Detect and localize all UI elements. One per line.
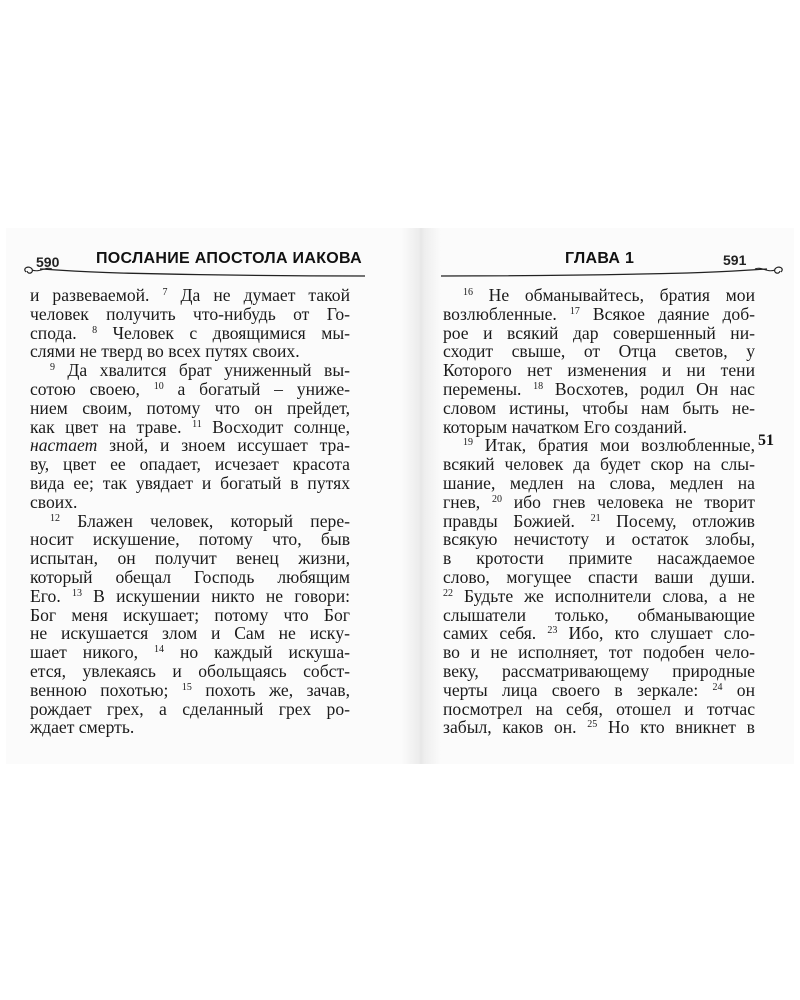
- text-line: [443, 286, 755, 305]
- text-line: [30, 361, 350, 380]
- verse-number: 10: [153, 380, 164, 392]
- text-line: [443, 624, 755, 643]
- text-line: [30, 662, 350, 681]
- text-line: [443, 305, 755, 324]
- text-line: [443, 587, 755, 606]
- text-segment: шание, медлен на слова, медлен на: [443, 472, 755, 493]
- verse-number: 22: [443, 587, 453, 599]
- text-segment: Ибо, кто слушает сло-: [557, 623, 755, 644]
- text-line: [30, 587, 350, 606]
- text-line: [443, 474, 755, 493]
- text-segment: слово, могущее спасти ваши души.: [443, 566, 755, 587]
- text-segment: ждает смерть.: [30, 717, 135, 738]
- text-line: [30, 718, 350, 737]
- text-line: [443, 399, 755, 418]
- verse-number: 18: [533, 380, 544, 392]
- italic-word: настает: [30, 435, 98, 456]
- text-segment: не искушается злом и Сам не искy-: [30, 623, 350, 644]
- text-line: [443, 568, 755, 587]
- text-segment: нием своим, потому что он прейдет,: [30, 397, 350, 418]
- text-segment: правды Божией.: [443, 510, 591, 531]
- text-segment: Да не думает такой: [167, 285, 351, 305]
- left-page: [6, 228, 406, 764]
- margin-verse-reference: 51: [758, 432, 774, 449]
- text-segment: но каждый искуша-: [164, 642, 350, 663]
- right-page-body: [443, 286, 755, 737]
- verse-number: 16: [463, 287, 473, 298]
- verse-number: 17: [569, 305, 580, 317]
- verse-number: 21: [590, 512, 601, 524]
- verse-number: 19: [463, 437, 473, 449]
- text-segment: возлюбленные.: [443, 303, 570, 324]
- text-segment: сотою своею,: [30, 378, 154, 399]
- text-line: [443, 549, 755, 568]
- left-running-head: ПОСЛАНИЕ АПОСТОЛА ИАКОВА: [96, 250, 362, 267]
- text-line: [30, 681, 350, 700]
- text-line: [30, 305, 350, 324]
- text-line: [30, 606, 350, 625]
- text-line: [443, 493, 755, 512]
- text-line: [30, 399, 350, 418]
- text-line: [443, 361, 755, 380]
- text-line: [30, 286, 350, 305]
- text-line: [443, 530, 755, 549]
- text-line: [443, 643, 755, 662]
- text-segment: сходит свыше, от Отца светов, у: [443, 341, 755, 362]
- text-segment: зной, и зноем иссушает тра-: [97, 435, 350, 456]
- text-line: [443, 324, 755, 343]
- text-segment: слышатели только, обманывающие: [443, 604, 755, 625]
- text-line: [30, 342, 350, 361]
- left-page-body: [30, 286, 350, 737]
- text-segment: которым начатком Его созданий.: [443, 416, 688, 437]
- text-line: [30, 624, 350, 643]
- text-segment: Да хвалится брат униженный вы-: [55, 360, 350, 381]
- text-line: [30, 324, 350, 343]
- text-segment: Человек с двоящимися мы-: [97, 322, 351, 343]
- text-segment: слями не тверд во всех путях своих.: [30, 341, 300, 362]
- verse-number: 7: [162, 287, 168, 298]
- text-segment: в кротости примите насаждаемое: [443, 548, 755, 569]
- text-segment: Посему, отложив: [600, 510, 755, 531]
- text-segment: ибо гнев человека не творит: [501, 491, 755, 512]
- text-segment: гнев,: [443, 491, 492, 512]
- book-spread: [6, 228, 794, 764]
- text-line: [443, 700, 755, 719]
- left-header-rule-ornament: [20, 264, 370, 278]
- right-header-rule-ornament: [437, 264, 787, 278]
- text-segment: веку, рассматривающему природные: [443, 660, 755, 681]
- text-line: [443, 512, 755, 531]
- text-line: [443, 662, 755, 681]
- verse-number: 24: [712, 681, 723, 693]
- text-segment: Бог меня искушает; потому что Бог: [30, 604, 350, 625]
- text-segment: Всякое даяние доб-: [579, 303, 756, 324]
- text-segment: посмотрел на себя, отошел и тотчас: [443, 698, 755, 719]
- verse-number: 25: [587, 719, 598, 731]
- right-page-number: 591: [723, 252, 747, 268]
- verse-number: 12: [50, 512, 60, 524]
- text-segment: Восхотев, родил Он нас: [543, 378, 755, 399]
- text-segment: ется, увлекаясь и обольщаясь собст-: [30, 660, 350, 681]
- text-segment: забыл, каков он.: [443, 717, 588, 738]
- text-segment: венною похотью;: [30, 679, 182, 700]
- text-segment: черты лица своего в зеркале:: [443, 679, 713, 700]
- text-segment: Его.: [30, 585, 72, 606]
- text-segment: и развеваемой.: [30, 285, 163, 305]
- text-line: [30, 700, 350, 719]
- text-line: [443, 606, 755, 625]
- text-line: [30, 568, 350, 587]
- verse-number: 9: [50, 362, 55, 374]
- text-line: [30, 455, 350, 474]
- text-segment: во и не исполняет, тот подобен чело-: [443, 642, 755, 663]
- text-line: [443, 718, 755, 737]
- verse-number: 14: [154, 644, 164, 656]
- verse-number: 20: [491, 493, 502, 505]
- text-segment: спода.: [30, 322, 93, 343]
- text-line: [443, 681, 755, 700]
- text-segment: который обещал Господь любящим: [30, 566, 350, 587]
- text-segment: похоть же, зачав,: [191, 679, 350, 700]
- text-segment: как цвет на траве.: [30, 416, 193, 437]
- text-segment: всякий человек да будет скор на слы-: [443, 454, 755, 475]
- text-line: [443, 418, 755, 437]
- verse-number: 11: [192, 418, 202, 430]
- verse-number: 23: [547, 625, 558, 637]
- text-line: [30, 474, 350, 493]
- text-segment: Блажен человек, который пере-: [60, 510, 350, 531]
- text-segment: ву, цвет ее опадает, исчезает красота: [30, 454, 350, 475]
- text-line: [30, 549, 350, 568]
- text-line: [443, 342, 755, 361]
- verse-number: 13: [71, 587, 82, 599]
- text-segment: вида ее; так увядает и богатый в путях: [30, 472, 350, 493]
- text-segment: Которого нет изменения и ни тени: [443, 360, 755, 381]
- text-segment: Восходит солнце,: [201, 416, 350, 437]
- text-segment: испытан, он получит венец жизни,: [30, 548, 350, 569]
- left-page-number: 590: [36, 254, 60, 270]
- text-line: [30, 530, 350, 549]
- text-segment: Не обманывайтесь, братия мои: [473, 285, 755, 305]
- text-segment: словом истины, чтобы нам быть не-: [443, 397, 755, 418]
- text-line: [443, 380, 755, 399]
- text-line: [30, 643, 350, 662]
- verse-number: 15: [181, 681, 192, 693]
- right-running-head: ГЛАВА 1: [565, 250, 635, 267]
- text-segment: В искушении никто не говори:: [81, 585, 351, 606]
- text-line: [30, 436, 350, 455]
- text-segment: своих.: [30, 491, 78, 512]
- text-segment: всякую нечистоту и остаток злобы,: [443, 529, 755, 550]
- text-line: [443, 455, 755, 474]
- text-line: [443, 436, 755, 455]
- text-segment: шает никого,: [30, 642, 154, 663]
- verse-number: 8: [92, 324, 98, 336]
- text-segment: человек получить что-нибудь от Го-: [30, 303, 350, 324]
- text-line: [30, 380, 350, 399]
- text-line: [30, 512, 350, 531]
- text-segment: перемены.: [443, 378, 534, 399]
- text-segment: носит искушение, потому что, быв: [30, 529, 350, 550]
- text-segment: рое и всякий дар совершенный ни-: [443, 322, 755, 343]
- text-segment: самих себя.: [443, 623, 548, 644]
- text-segment: Но кто вникнет в: [597, 717, 755, 738]
- right-page: [401, 228, 794, 764]
- text-segment: Будьте же исполнители слова, а не: [453, 585, 755, 606]
- text-segment: он: [722, 679, 755, 700]
- text-segment: а богатый – униже-: [163, 378, 350, 399]
- text-line: [30, 493, 350, 512]
- text-line: [30, 418, 350, 437]
- text-segment: рождает грех, а сделанный грех ро-: [30, 698, 350, 719]
- text-segment: Итак, братия мои возлюбленные,: [473, 435, 755, 456]
